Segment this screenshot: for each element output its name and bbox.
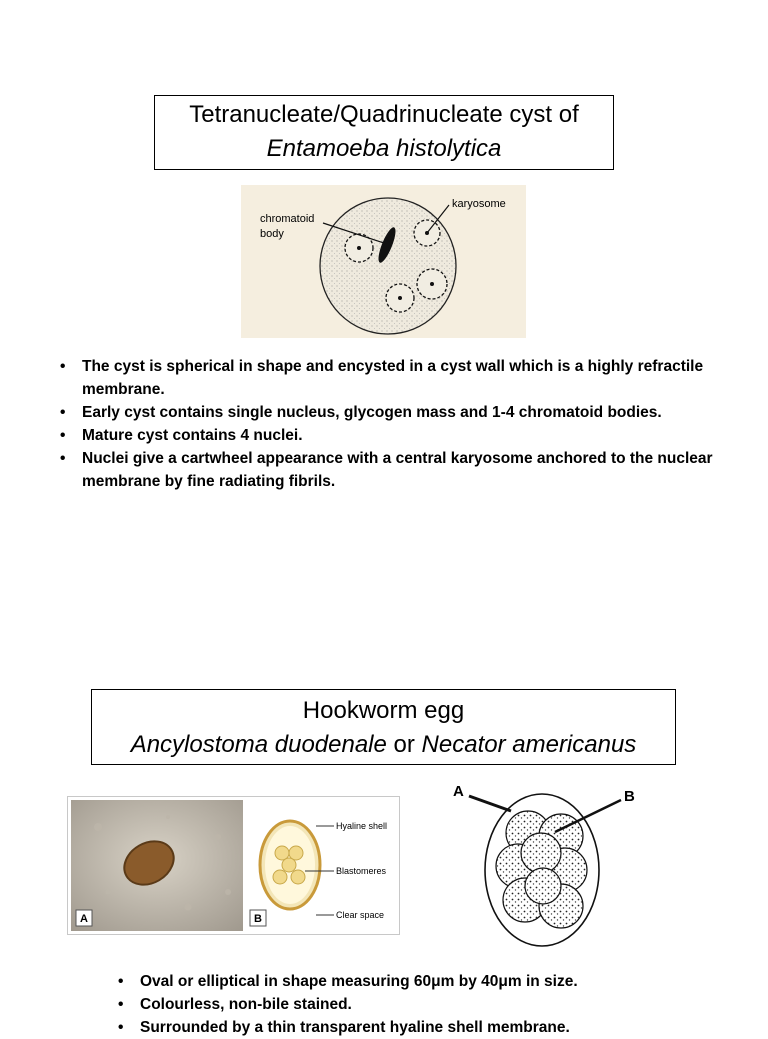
cyst-title-species: Entamoeba histolytica [266, 135, 502, 162]
drawing-label-b: B [624, 788, 635, 805]
hookworm-egg-drawing [433, 778, 651, 948]
panel-b-label: B [254, 913, 262, 925]
hookworm-photo-figure [67, 796, 400, 935]
drawing-label-a: A [453, 783, 464, 800]
cyst-title-line1: Tetranucleate/Quadrinucleate cyst of [189, 101, 579, 128]
hookworm-bullet-list [118, 970, 718, 1039]
label-hyaline-shell: Hyaline shell [336, 821, 388, 831]
hookworm-title-species-line [92, 728, 675, 762]
hookworm-title-box [91, 689, 676, 765]
species-or: or [393, 731, 415, 758]
label-body: body [260, 228, 284, 240]
label-blastomeres: Blastomeres [336, 866, 387, 876]
label-chromatoid: chromatoid [260, 213, 315, 225]
cyst-diagram [241, 185, 526, 338]
label-karyosome: karyosome [452, 198, 506, 210]
list-item: • Mature cyst contains 4 nuclei. [60, 424, 720, 447]
list-item: • Colourless, non-bile stained. [118, 993, 718, 1016]
list-item: • The cyst is spherical in shape and encysted in a cyst wall which is a highly refractile membrane. [60, 355, 720, 401]
cyst-wall [320, 198, 456, 334]
hookworm-title-line1: Hookworm egg [302, 697, 465, 724]
list-item: • Oval or elliptical in shape measuring 60μm by 40μm in size. [118, 970, 718, 993]
cyst-title-box [154, 95, 614, 170]
cyst-bullet-list [60, 355, 720, 493]
list-item: • Surrounded by a thin transparent hyaline shell membrane. [118, 1016, 718, 1039]
list-item: • Nuclei give a cartwheel appearance with a central karyosome anchored to the nuclear membrane by fine radiating fibrils. [60, 447, 720, 493]
list-item: • Early cyst contains single nucleus, glycogen mass and 1-4 chromatoid bodies. [60, 401, 720, 424]
species-ancylostoma: Ancylostoma duodenale [130, 731, 387, 758]
species-necator: Necator americanus [421, 731, 637, 758]
label-clear-space: Clear space [336, 910, 385, 920]
panel-a-label: A [80, 913, 88, 925]
embryo-cells [496, 811, 587, 928]
